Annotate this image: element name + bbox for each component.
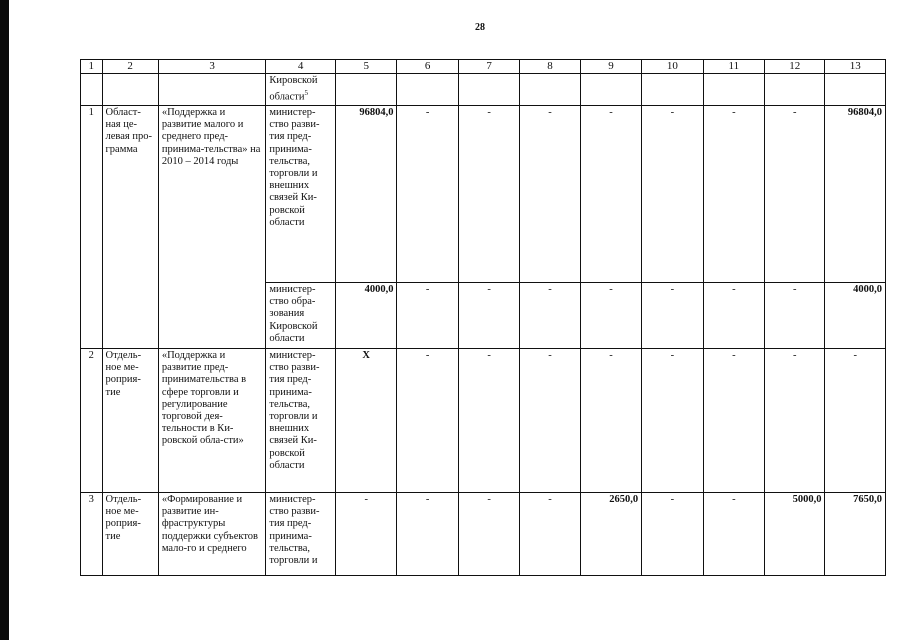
- value-cell: 96804,0: [336, 105, 397, 282]
- value-cell: -: [520, 282, 580, 348]
- header-row: [81, 60, 886, 74]
- value-cell: 5000,0: [765, 492, 825, 575]
- header-cell: 10: [642, 60, 703, 74]
- value-cell: -: [765, 348, 825, 492]
- program-name: «Формирование и развитие ин-фраструктуры поддержки субъектов мало-го и среднего: [158, 492, 266, 575]
- program-name: «Поддержка и развитие малого и среднего пред-принима-тельства» на 2010 – 2014 годы: [158, 105, 266, 348]
- row-number: 2: [81, 348, 103, 492]
- header-cell: 8: [520, 60, 580, 74]
- value-cell: -: [642, 105, 703, 282]
- program-name: «Поддержка и развитие пред-принимательства в сфере торговли и регулирование торговой дея-тельности в Ки-ровской обла-сти»: [158, 348, 266, 492]
- value-cell: -: [703, 492, 764, 575]
- total-cell: 7650,0: [825, 492, 886, 575]
- value-cell: -: [458, 492, 519, 575]
- program-type: Област-ная це-левая про-грамма: [102, 105, 158, 348]
- header-cell: 2: [102, 60, 158, 74]
- table-row: [81, 492, 886, 575]
- value-cell: 4000,0: [336, 282, 397, 348]
- row-number: 1: [81, 105, 103, 348]
- total-cell: -: [825, 348, 886, 492]
- header-cell: 3: [158, 60, 266, 74]
- value-cell: -: [703, 105, 764, 282]
- executor-cell: министер-ство разви-тия пред-принима-тельства, торговли и: [266, 492, 336, 575]
- program-type: Отдель-ное ме-роприя-тие: [102, 492, 158, 575]
- table-row: [81, 105, 886, 282]
- footnote-mark: 5: [304, 89, 308, 98]
- value-cell: -: [520, 105, 580, 282]
- header-cell: 4: [266, 60, 336, 74]
- executor-cell: министер-ство разви-тия пред-принима-тельства, торговли и внешних связей Ки-ровской области: [266, 348, 336, 492]
- continuation-row: [81, 74, 886, 106]
- value-cell: -: [520, 348, 580, 492]
- executor-cell: Кировской области$^5$: [266, 74, 336, 106]
- value-cell: -: [458, 282, 519, 348]
- total-cell: 4000,0: [825, 282, 886, 348]
- value-cell: -: [458, 348, 519, 492]
- executor-cell: министер-ство обра-зования Кировской области: [266, 282, 336, 348]
- value-cell: -: [336, 492, 397, 575]
- value-cell: -: [397, 492, 458, 575]
- header-cell: 13: [825, 60, 886, 74]
- value-cell: -: [397, 105, 458, 282]
- value-cell: -: [642, 492, 703, 575]
- program-table: [80, 59, 886, 576]
- value-cell: -: [765, 282, 825, 348]
- row-number: 3: [81, 492, 103, 575]
- value-cell: -: [580, 105, 641, 282]
- value-cell: -: [580, 348, 641, 492]
- header-cell: 11: [703, 60, 764, 74]
- program-type: Отдель-ное ме-роприя-тие: [102, 348, 158, 492]
- total-cell: 96804,0: [825, 105, 886, 282]
- value-cell: -: [642, 282, 703, 348]
- value-cell: -: [580, 282, 641, 348]
- value-cell: -: [397, 348, 458, 492]
- value-cell: -: [642, 348, 703, 492]
- header-cell: 6: [397, 60, 458, 74]
- value-cell: -: [765, 105, 825, 282]
- value-cell: -: [397, 282, 458, 348]
- value-cell: -: [458, 105, 519, 282]
- value-cell: -: [703, 348, 764, 492]
- value-cell: -: [520, 492, 580, 575]
- header-cell: 5: [336, 60, 397, 74]
- value-cell: 2650,0: [580, 492, 641, 575]
- page-number: 28: [475, 22, 485, 33]
- header-cell: 9: [580, 60, 641, 74]
- header-cell: 1: [81, 60, 103, 74]
- header-cell: 12: [765, 60, 825, 74]
- value-cell: X: [336, 348, 397, 492]
- scan-edge: [0, 0, 9, 640]
- table-row: [81, 348, 886, 492]
- header-cell: 7: [458, 60, 519, 74]
- value-cell: -: [703, 282, 764, 348]
- executor-cell: министер-ство разви-тия пред-принима-тельства, торговли и внешних связей Ки-ровской области: [266, 105, 336, 282]
